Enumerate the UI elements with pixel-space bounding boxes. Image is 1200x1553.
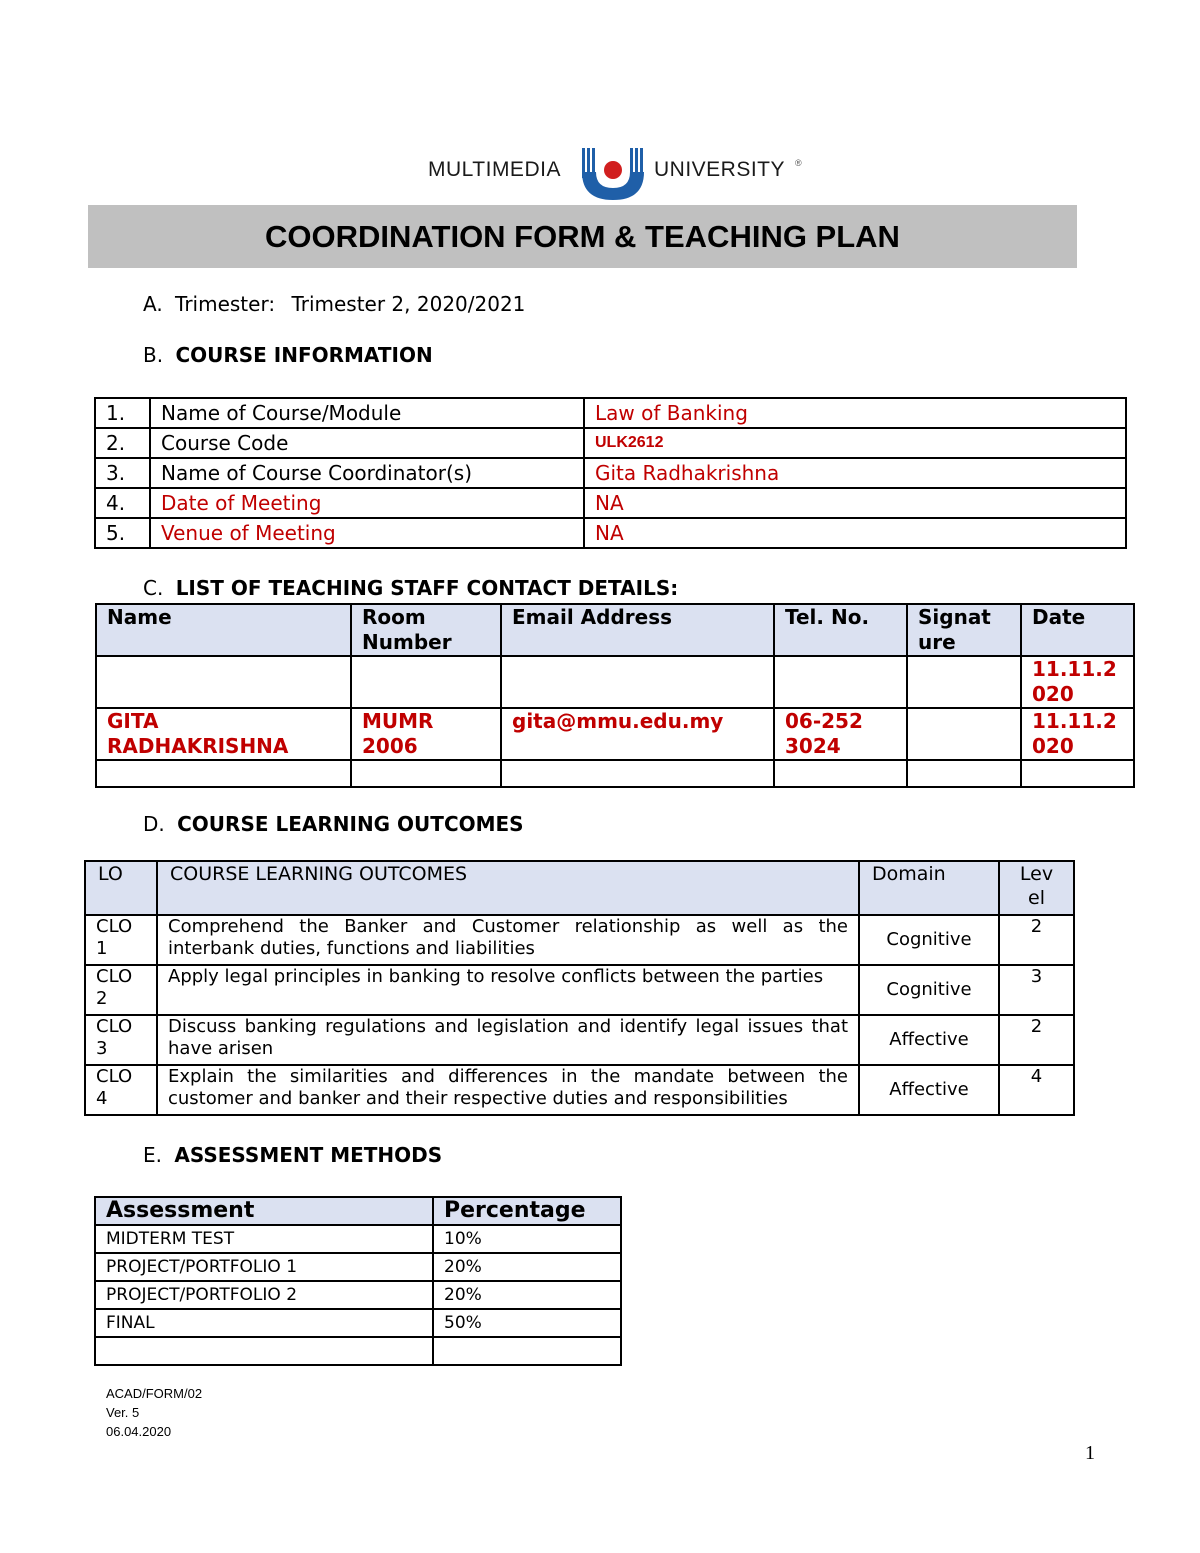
column-header: Assessment <box>95 1197 433 1225</box>
course-code-value: ULK2612 <box>584 428 1126 458</box>
column-header: Email Address <box>501 604 774 656</box>
clo-description: Comprehend the Banker and Customer relationship as well as the interbank duties, functions and liabilities <box>157 915 859 965</box>
section-c-heading <box>143 576 678 600</box>
staff-room <box>351 656 501 708</box>
outcomes-heading: COURSE LEARNING OUTCOMES <box>177 812 524 836</box>
mmu-emblem-icon <box>578 148 648 200</box>
logo-registered-mark: ® <box>795 158 802 168</box>
table-row <box>95 1281 621 1309</box>
form-version: Ver. 5 <box>106 1405 140 1420</box>
staff-heading: LIST OF TEACHING STAFF CONTACT DETAILS: <box>175 576 679 600</box>
staff-email <box>501 656 774 708</box>
section-letter-b: B. <box>143 343 164 367</box>
empty-cell <box>433 1337 621 1365</box>
table-row <box>95 398 1126 428</box>
row-label: Date of Meeting <box>150 488 584 518</box>
row-number: 2. <box>95 428 150 458</box>
assessment-percentage: 10% <box>433 1225 621 1253</box>
column-header: Date <box>1021 604 1134 656</box>
table-row <box>96 656 1134 708</box>
section-b-heading <box>143 343 433 367</box>
meeting-venue-value: NA <box>584 518 1126 548</box>
column-header: Name <box>96 604 351 656</box>
staff-tel: 06-252 3024 <box>774 708 907 760</box>
clo-domain: Cognitive <box>859 965 999 1015</box>
staff-date: 11.11.2 020 <box>1021 656 1134 708</box>
column-header: Signat ure <box>907 604 1021 656</box>
assessment-table <box>94 1196 622 1366</box>
table-row <box>85 1015 1074 1065</box>
table-row <box>95 488 1126 518</box>
clo-domain: Cognitive <box>859 915 999 965</box>
table-row <box>95 518 1126 548</box>
section-e-heading <box>143 1143 442 1167</box>
section-letter-e: E. <box>143 1143 162 1167</box>
assessment-heading: ASSESSMENT METHODS <box>174 1143 443 1167</box>
row-number: 1. <box>95 398 150 428</box>
staff-email: gita@mmu.edu.my <box>501 708 774 760</box>
column-header: Domain <box>859 861 999 915</box>
clo-id: CLO 2 <box>85 965 157 1015</box>
clo-domain: Affective <box>859 1065 999 1115</box>
table-row <box>85 1065 1074 1115</box>
empty-cell <box>774 760 907 787</box>
course-info-heading: COURSE INFORMATION <box>175 343 433 367</box>
assessment-percentage: 20% <box>433 1281 621 1309</box>
row-number: 3. <box>95 458 150 488</box>
course-name-value: Law of Banking <box>584 398 1126 428</box>
assessment-name: PROJECT/PORTFOLIO 2 <box>95 1281 433 1309</box>
table-row <box>95 428 1126 458</box>
staff-name <box>96 656 351 708</box>
clo-description: Explain the similarities and differences in the mandate between the customer and banker and their respective duties and responsibilities <box>157 1065 859 1115</box>
table-row <box>85 915 1074 965</box>
staff-signature <box>907 708 1021 760</box>
page-title: COORDINATION FORM & TEACHING PLAN <box>265 219 900 254</box>
column-header: Percentage <box>433 1197 621 1225</box>
form-footer <box>106 1384 202 1441</box>
column-header: LO <box>85 861 157 915</box>
trimester-line <box>143 292 525 316</box>
clo-level: 2 <box>999 915 1074 965</box>
clo-level: 2 <box>999 1015 1074 1065</box>
outcomes-table <box>84 860 1075 1116</box>
table-header-row <box>96 604 1134 656</box>
clo-level: 3 <box>999 965 1074 1015</box>
table-row <box>95 1337 621 1365</box>
table-row <box>95 1309 621 1337</box>
table-row <box>85 965 1074 1015</box>
clo-description: Apply legal principles in banking to resolve conflicts between the parties <box>157 965 859 1015</box>
trimester-value: Trimester 2, 2020/2021 <box>291 292 526 316</box>
logo-text-left: MULTIMEDIA <box>428 158 561 181</box>
row-number: 4. <box>95 488 150 518</box>
table-row <box>95 1253 621 1281</box>
row-label: Name of Course Coordinator(s) <box>150 458 584 488</box>
column-header: Tel. No. <box>774 604 907 656</box>
table-row <box>96 760 1134 787</box>
staff-room: MUMR 2006 <box>351 708 501 760</box>
section-letter-a: A. <box>143 292 163 316</box>
staff-name: GITA RADHAKRISHNA <box>96 708 351 760</box>
empty-cell <box>907 760 1021 787</box>
assessment-name: PROJECT/PORTFOLIO 1 <box>95 1253 433 1281</box>
clo-domain: Affective <box>859 1015 999 1065</box>
column-header: Room Number <box>351 604 501 656</box>
coordinator-value: Gita Radhakrishna <box>584 458 1126 488</box>
row-number: 5. <box>95 518 150 548</box>
table-row <box>95 1225 621 1253</box>
row-label: Course Code <box>150 428 584 458</box>
logo-text-right: UNIVERSITY <box>654 158 786 181</box>
title-banner <box>88 205 1077 268</box>
row-label: Venue of Meeting <box>150 518 584 548</box>
section-letter-c: C. <box>143 576 164 600</box>
empty-cell <box>95 1337 433 1365</box>
form-code: ACAD/FORM/02 <box>106 1386 203 1401</box>
clo-id: CLO 3 <box>85 1015 157 1065</box>
empty-cell <box>351 760 501 787</box>
section-letter-d: D. <box>143 812 165 836</box>
table-header-row <box>85 861 1074 915</box>
table-row <box>95 458 1126 488</box>
empty-cell <box>96 760 351 787</box>
table-header-row <box>95 1197 621 1225</box>
empty-cell <box>501 760 774 787</box>
assessment-percentage: 50% <box>433 1309 621 1337</box>
page-number: 1 <box>1085 1442 1095 1464</box>
assessment-percentage: 20% <box>433 1253 621 1281</box>
trimester-label: Trimester: <box>175 292 276 316</box>
staff-table <box>95 603 1135 788</box>
clo-level: 4 <box>999 1065 1074 1115</box>
table-row <box>96 708 1134 760</box>
assessment-name: MIDTERM TEST <box>95 1225 433 1253</box>
meeting-date-value: NA <box>584 488 1126 518</box>
assessment-name: FINAL <box>95 1309 433 1337</box>
course-info-table <box>94 397 1127 549</box>
column-header: Lev el <box>999 861 1074 915</box>
clo-id: CLO 1 <box>85 915 157 965</box>
staff-tel <box>774 656 907 708</box>
university-logo <box>428 148 818 200</box>
section-d-heading <box>143 812 524 836</box>
clo-id: CLO 4 <box>85 1065 157 1115</box>
staff-date: 11.11.2 020 <box>1021 708 1134 760</box>
empty-cell <box>1021 760 1134 787</box>
row-label: Name of Course/Module <box>150 398 584 428</box>
column-header: COURSE LEARNING OUTCOMES <box>157 861 859 915</box>
staff-signature <box>907 656 1021 708</box>
clo-description: Discuss banking regulations and legislation and identify legal issues that have arisen <box>157 1015 859 1065</box>
form-date: 06.04.2020 <box>106 1424 172 1439</box>
